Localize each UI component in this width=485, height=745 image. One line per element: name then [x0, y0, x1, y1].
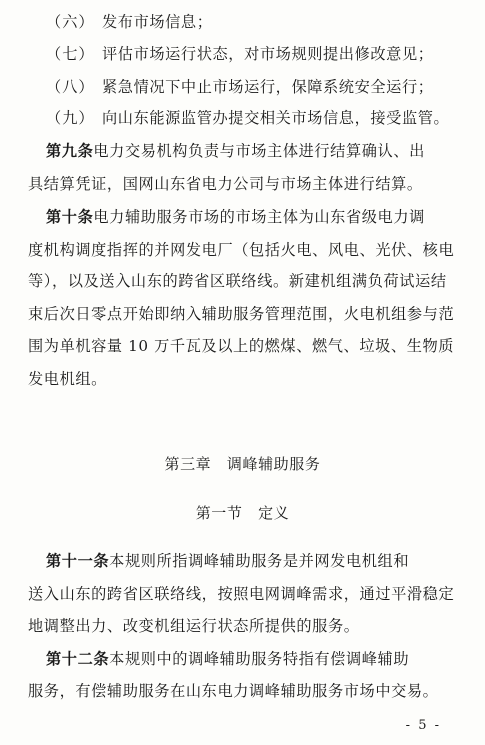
list-item-number: （六）: [46, 13, 95, 31]
article-10-line: 围为单机容量 10 万千瓦及以上的燃煤、燃气、垃圾、生物质: [28, 337, 455, 355]
article-12-line: [46, 649, 485, 669]
article-11-line: [46, 551, 485, 571]
list-item: [46, 44, 485, 64]
list-item-text: 紧急情况下中止市场运行，保障系统安全运行；: [102, 78, 434, 96]
list-item-text: 评估市场运行状态，对市场规则提出修改意见；: [102, 45, 434, 63]
list-item: [46, 77, 485, 97]
article-9-label: 第九条: [46, 142, 94, 160]
article-10-line: 束后次日零点开始即纳入辅助服务管理范围，火电机组参与范: [28, 305, 455, 323]
article-11-line: 地调整出力、改变机组运行状态所提供的服务。: [28, 617, 360, 635]
article-10-line: [46, 207, 485, 227]
article-11-line: 送入山东的跨省区联络线，按照电网调峰需求，通过平滑稳定: [28, 585, 455, 603]
article-10-line: 等），以及送入山东的跨省区联络线。新建机组满负荷试运结: [28, 272, 447, 290]
page-number: - 5 -: [405, 718, 441, 733]
article-12-text: 本规则中的调峰辅助服务特指有偿调峰辅助: [109, 650, 410, 668]
section-title: 第一节 定义: [195, 504, 290, 522]
article-10-line: 发电机组。: [28, 370, 107, 388]
article-11-text: 本规则所指调峰辅助服务是并网发电机组和: [109, 552, 410, 570]
article-11-label: 第十一条: [46, 552, 110, 570]
article-12-line: 服务，有偿辅助服务在山东电力调峰辅助服务市场中交易。: [28, 682, 439, 700]
list-item-number: （八）: [46, 78, 95, 96]
article-9-line: 具结算凭证，国网山东省电力公司与市场主体进行结算。: [28, 175, 423, 193]
list-item-number: （九）: [46, 109, 95, 127]
article-9-text: 电力交易机构负责与市场主体进行结算确认、出: [93, 142, 425, 160]
article-10-text: 电力辅助服务市场的市场主体为山东省级电力调: [93, 208, 425, 226]
list-item: [46, 12, 485, 32]
article-10-line: 度机构调度指挥的并网发电厂（包括火电、风电、光伏、核电: [28, 241, 455, 259]
article-9-line: [46, 141, 485, 161]
article-10-label: 第十条: [46, 208, 94, 226]
list-item: [46, 108, 485, 128]
chapter-title: 第三章 调峰辅助服务: [164, 455, 321, 473]
list-item-text: 发布市场信息；: [102, 13, 213, 31]
list-item-number: （七）: [46, 45, 95, 63]
list-item-text: 向山东能源监管办提交相关市场信息，接受监管。: [102, 109, 450, 127]
article-12-label: 第十二条: [46, 650, 110, 668]
